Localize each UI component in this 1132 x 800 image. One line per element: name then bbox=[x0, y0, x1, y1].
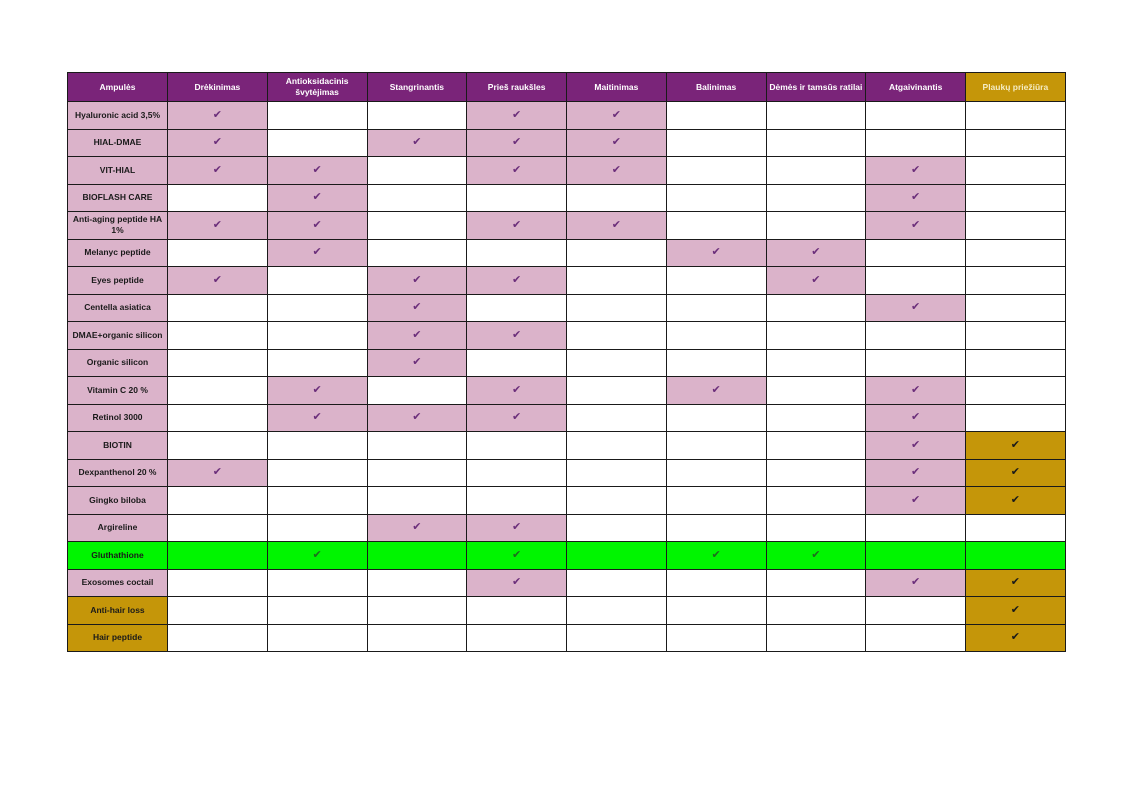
check-mark-icon: ✔ bbox=[911, 576, 921, 589]
matrix-cell bbox=[866, 487, 966, 515]
row-name-cell: Melanyc peptide bbox=[68, 239, 168, 267]
row-name-cell: Vitamin C 20 % bbox=[68, 377, 168, 405]
matrix-cell bbox=[866, 624, 966, 652]
matrix-cell bbox=[567, 294, 667, 322]
matrix-cell bbox=[168, 212, 268, 240]
row-name-cell: Eyes peptide bbox=[68, 267, 168, 295]
matrix-cell bbox=[666, 267, 766, 295]
row-name-cell: Anti-hair loss bbox=[68, 597, 168, 625]
matrix-cell bbox=[666, 377, 766, 405]
matrix-cell bbox=[467, 487, 567, 515]
header-cell-1: Drėkinimas bbox=[168, 73, 268, 102]
matrix-cell bbox=[567, 624, 667, 652]
check-mark-icon: ✔ bbox=[811, 273, 821, 286]
table-row bbox=[68, 212, 1066, 240]
matrix-cell bbox=[966, 569, 1066, 597]
check-mark-icon: ✔ bbox=[512, 218, 522, 231]
table-row bbox=[68, 542, 1066, 570]
matrix-cell bbox=[467, 624, 567, 652]
matrix-cell bbox=[766, 294, 866, 322]
matrix-cell bbox=[666, 514, 766, 542]
check-mark-icon: ✔ bbox=[412, 301, 422, 314]
matrix-cell bbox=[966, 404, 1066, 432]
matrix-cell bbox=[567, 212, 667, 240]
matrix-cell bbox=[267, 184, 367, 212]
row-name-cell: Exosomes coctail bbox=[68, 569, 168, 597]
matrix-cell bbox=[966, 514, 1066, 542]
matrix-cell bbox=[467, 569, 567, 597]
check-mark-icon: ✔ bbox=[412, 411, 422, 424]
matrix-cell bbox=[267, 459, 367, 487]
check-mark-icon: ✔ bbox=[811, 548, 821, 561]
matrix-cell bbox=[866, 322, 966, 350]
matrix-cell bbox=[966, 542, 1066, 570]
check-mark-icon: ✔ bbox=[911, 411, 921, 424]
matrix-cell bbox=[367, 102, 467, 130]
matrix-cell bbox=[168, 184, 268, 212]
matrix-cell bbox=[367, 157, 467, 185]
matrix-cell bbox=[866, 514, 966, 542]
check-mark-icon: ✔ bbox=[312, 191, 322, 204]
check-mark-icon: ✔ bbox=[811, 246, 821, 259]
matrix-cell bbox=[367, 184, 467, 212]
matrix-cell bbox=[666, 432, 766, 460]
matrix-cell bbox=[267, 349, 367, 377]
matrix-cell bbox=[467, 542, 567, 570]
table-row bbox=[68, 487, 1066, 515]
table-row bbox=[68, 239, 1066, 267]
matrix-cell bbox=[367, 597, 467, 625]
matrix-cell bbox=[467, 157, 567, 185]
matrix-cell bbox=[766, 487, 866, 515]
matrix-cell bbox=[966, 624, 1066, 652]
matrix-cell bbox=[567, 404, 667, 432]
matrix-cell bbox=[567, 432, 667, 460]
check-mark-icon: ✔ bbox=[611, 163, 621, 176]
table-row bbox=[68, 349, 1066, 377]
table-row bbox=[68, 404, 1066, 432]
matrix-cell bbox=[766, 184, 866, 212]
matrix-cell bbox=[168, 239, 268, 267]
matrix-cell bbox=[168, 129, 268, 157]
matrix-cell bbox=[168, 322, 268, 350]
matrix-cell bbox=[367, 404, 467, 432]
matrix-cell bbox=[168, 459, 268, 487]
matrix-cell bbox=[168, 102, 268, 130]
matrix-cell bbox=[866, 459, 966, 487]
header-cell-5: Maitinimas bbox=[567, 73, 667, 102]
matrix-cell bbox=[666, 212, 766, 240]
check-mark-icon: ✔ bbox=[911, 383, 921, 396]
check-mark-icon: ✔ bbox=[911, 301, 921, 314]
matrix-cell bbox=[467, 514, 567, 542]
matrix-cell bbox=[567, 459, 667, 487]
header-cell-6: Balinimas bbox=[666, 73, 766, 102]
row-name-cell: VIT-HIAL bbox=[68, 157, 168, 185]
row-name-cell: Argireline bbox=[68, 514, 168, 542]
row-name-cell: Hyaluronic acid 3,5% bbox=[68, 102, 168, 130]
matrix-cell bbox=[168, 267, 268, 295]
matrix-cell bbox=[168, 294, 268, 322]
check-mark-icon: ✔ bbox=[512, 163, 522, 176]
matrix-cell bbox=[567, 487, 667, 515]
check-mark-icon: ✔ bbox=[212, 136, 222, 149]
matrix-cell bbox=[666, 597, 766, 625]
matrix-cell bbox=[467, 239, 567, 267]
table-row bbox=[68, 157, 1066, 185]
matrix-cell bbox=[467, 432, 567, 460]
matrix-cell bbox=[367, 432, 467, 460]
header-cell-ampules: Ampulės bbox=[68, 73, 168, 102]
row-name-cell: BIOFLASH CARE bbox=[68, 184, 168, 212]
matrix-cell bbox=[866, 542, 966, 570]
matrix-cell bbox=[766, 377, 866, 405]
check-mark-icon: ✔ bbox=[512, 411, 522, 424]
matrix-cell bbox=[966, 239, 1066, 267]
matrix-cell bbox=[567, 514, 667, 542]
matrix-cell bbox=[367, 569, 467, 597]
matrix-cell bbox=[966, 322, 1066, 350]
check-mark-icon: ✔ bbox=[412, 356, 422, 369]
matrix-cell bbox=[966, 487, 1066, 515]
matrix-cell bbox=[666, 404, 766, 432]
header-cell-4: Prieš raukšles bbox=[467, 73, 567, 102]
check-mark-icon: ✔ bbox=[911, 466, 921, 479]
check-mark-icon: ✔ bbox=[911, 218, 921, 231]
check-mark-icon: ✔ bbox=[512, 328, 522, 341]
matrix-cell bbox=[966, 129, 1066, 157]
matrix-cell bbox=[467, 404, 567, 432]
row-name-cell: Anti-aging peptide HA 1% bbox=[68, 212, 168, 240]
matrix-cell bbox=[567, 267, 667, 295]
check-mark-icon: ✔ bbox=[312, 246, 322, 259]
matrix-cell bbox=[666, 294, 766, 322]
matrix-cell bbox=[966, 157, 1066, 185]
check-mark-icon: ✔ bbox=[1010, 576, 1020, 589]
check-mark-icon: ✔ bbox=[512, 136, 522, 149]
row-name-cell: DMAE+organic silicon bbox=[68, 322, 168, 350]
matrix-cell bbox=[567, 377, 667, 405]
table-row bbox=[68, 184, 1066, 212]
check-mark-icon: ✔ bbox=[312, 548, 322, 561]
matrix-cell bbox=[766, 267, 866, 295]
check-mark-icon: ✔ bbox=[1010, 493, 1020, 506]
check-mark-icon: ✔ bbox=[711, 548, 721, 561]
matrix-cell bbox=[666, 157, 766, 185]
matrix-cell bbox=[467, 184, 567, 212]
matrix-cell bbox=[467, 349, 567, 377]
matrix-cell bbox=[267, 239, 367, 267]
table-row bbox=[68, 322, 1066, 350]
matrix-cell bbox=[766, 514, 866, 542]
check-mark-icon: ✔ bbox=[412, 136, 422, 149]
matrix-cell bbox=[966, 267, 1066, 295]
matrix-cell bbox=[866, 432, 966, 460]
matrix-cell bbox=[367, 459, 467, 487]
matrix-cell bbox=[966, 294, 1066, 322]
matrix-cell bbox=[966, 597, 1066, 625]
check-mark-icon: ✔ bbox=[212, 466, 222, 479]
matrix-cell bbox=[467, 459, 567, 487]
matrix-cell bbox=[267, 569, 367, 597]
matrix-cell bbox=[467, 212, 567, 240]
matrix-cell bbox=[567, 322, 667, 350]
matrix-cell bbox=[766, 102, 866, 130]
table-row bbox=[68, 432, 1066, 460]
matrix-cell bbox=[966, 432, 1066, 460]
table-row bbox=[68, 459, 1066, 487]
matrix-cell bbox=[267, 212, 367, 240]
row-name-cell: Retinol 3000 bbox=[68, 404, 168, 432]
matrix-cell bbox=[866, 184, 966, 212]
check-mark-icon: ✔ bbox=[512, 383, 522, 396]
matrix-cell bbox=[866, 129, 966, 157]
matrix-cell bbox=[367, 514, 467, 542]
table-row bbox=[68, 129, 1066, 157]
matrix-cell bbox=[666, 239, 766, 267]
matrix-cell bbox=[866, 597, 966, 625]
matrix-cell bbox=[367, 377, 467, 405]
check-mark-icon: ✔ bbox=[911, 191, 921, 204]
matrix-cell bbox=[766, 212, 866, 240]
matrix-cell bbox=[866, 377, 966, 405]
check-mark-icon: ✔ bbox=[711, 383, 721, 396]
check-mark-icon: ✔ bbox=[911, 163, 921, 176]
matrix-cell bbox=[168, 514, 268, 542]
matrix-cell bbox=[666, 487, 766, 515]
row-name-cell: Gingko biloba bbox=[68, 487, 168, 515]
row-name-cell: Gluthathione bbox=[68, 542, 168, 570]
matrix-cell bbox=[866, 267, 966, 295]
check-mark-icon: ✔ bbox=[911, 438, 921, 451]
matrix-cell bbox=[267, 102, 367, 130]
matrix-cell bbox=[666, 569, 766, 597]
matrix-cell bbox=[168, 569, 268, 597]
matrix-cell bbox=[168, 624, 268, 652]
check-mark-icon: ✔ bbox=[412, 328, 422, 341]
table-row bbox=[68, 377, 1066, 405]
matrix-cell bbox=[766, 129, 866, 157]
matrix-cell bbox=[168, 349, 268, 377]
matrix-cell bbox=[766, 349, 866, 377]
table-row bbox=[68, 597, 1066, 625]
matrix-cell bbox=[567, 129, 667, 157]
check-mark-icon: ✔ bbox=[512, 273, 522, 286]
table-row bbox=[68, 102, 1066, 130]
matrix-cell bbox=[966, 377, 1066, 405]
matrix-cell bbox=[367, 542, 467, 570]
matrix-cell bbox=[267, 129, 367, 157]
check-mark-icon: ✔ bbox=[1010, 466, 1020, 479]
matrix-cell bbox=[966, 349, 1066, 377]
matrix-cell bbox=[367, 239, 467, 267]
matrix-cell bbox=[267, 322, 367, 350]
matrix-cell bbox=[666, 102, 766, 130]
matrix-cell bbox=[567, 157, 667, 185]
matrix-cell bbox=[168, 157, 268, 185]
matrix-cell bbox=[168, 404, 268, 432]
matrix-cell bbox=[467, 102, 567, 130]
table-body bbox=[68, 102, 1066, 652]
matrix-cell bbox=[567, 102, 667, 130]
matrix-cell bbox=[666, 624, 766, 652]
matrix-cell bbox=[367, 129, 467, 157]
check-mark-icon: ✔ bbox=[911, 493, 921, 506]
matrix-cell bbox=[367, 267, 467, 295]
matrix-cell bbox=[966, 184, 1066, 212]
matrix-cell bbox=[267, 542, 367, 570]
matrix-cell bbox=[367, 322, 467, 350]
table-row bbox=[68, 294, 1066, 322]
matrix-cell bbox=[267, 514, 367, 542]
header-row bbox=[68, 73, 1066, 102]
matrix-cell bbox=[567, 569, 667, 597]
matrix-cell bbox=[367, 487, 467, 515]
header-cell-2: Antioksidacinis švytėjimas bbox=[267, 73, 367, 102]
check-mark-icon: ✔ bbox=[212, 273, 222, 286]
matrix-cell bbox=[168, 542, 268, 570]
matrix-cell bbox=[866, 157, 966, 185]
matrix-cell bbox=[666, 129, 766, 157]
matrix-cell bbox=[267, 597, 367, 625]
table-row bbox=[68, 569, 1066, 597]
check-mark-icon: ✔ bbox=[711, 246, 721, 259]
check-mark-icon: ✔ bbox=[611, 218, 621, 231]
table-row bbox=[68, 624, 1066, 652]
matrix-cell bbox=[267, 157, 367, 185]
check-mark-icon: ✔ bbox=[512, 108, 522, 121]
check-mark-icon: ✔ bbox=[512, 576, 522, 589]
row-name-cell: BIOTIN bbox=[68, 432, 168, 460]
check-mark-icon: ✔ bbox=[1010, 438, 1020, 451]
check-mark-icon: ✔ bbox=[212, 218, 222, 231]
check-mark-icon: ✔ bbox=[212, 163, 222, 176]
matrix-cell bbox=[567, 349, 667, 377]
matrix-cell bbox=[766, 239, 866, 267]
matrix-cell bbox=[267, 624, 367, 652]
matrix-cell bbox=[267, 294, 367, 322]
matrix-cell bbox=[766, 322, 866, 350]
matrix-cell bbox=[766, 624, 866, 652]
check-mark-icon: ✔ bbox=[312, 383, 322, 396]
table-row bbox=[68, 514, 1066, 542]
header-cell-9: Plaukų priežiūra bbox=[966, 73, 1066, 102]
matrix-cell bbox=[866, 212, 966, 240]
matrix-cell bbox=[666, 459, 766, 487]
matrix-cell bbox=[168, 432, 268, 460]
matrix-cell bbox=[866, 569, 966, 597]
matrix-cell bbox=[567, 184, 667, 212]
matrix-cell bbox=[267, 377, 367, 405]
check-mark-icon: ✔ bbox=[412, 273, 422, 286]
matrix-cell bbox=[367, 349, 467, 377]
matrix-cell bbox=[666, 184, 766, 212]
check-mark-icon: ✔ bbox=[512, 521, 522, 534]
matrix-cell bbox=[966, 212, 1066, 240]
matrix-cell bbox=[467, 322, 567, 350]
matrix-cell bbox=[666, 322, 766, 350]
matrix-cell bbox=[567, 239, 667, 267]
matrix-cell bbox=[267, 404, 367, 432]
matrix-cell bbox=[766, 542, 866, 570]
row-name-cell: Hair peptide bbox=[68, 624, 168, 652]
row-name-cell: Centella asiatica bbox=[68, 294, 168, 322]
header-cell-7: Dėmės ir tamsūs ratilai bbox=[766, 73, 866, 102]
matrix-cell bbox=[467, 294, 567, 322]
matrix-cell bbox=[766, 459, 866, 487]
row-name-cell: HIAL-DMAE bbox=[68, 129, 168, 157]
matrix-cell bbox=[966, 459, 1066, 487]
matrix-cell bbox=[367, 624, 467, 652]
matrix-cell bbox=[766, 432, 866, 460]
check-mark-icon: ✔ bbox=[512, 548, 522, 561]
check-mark-icon: ✔ bbox=[611, 108, 621, 121]
matrix-cell bbox=[866, 294, 966, 322]
matrix-cell bbox=[766, 597, 866, 625]
matrix-cell bbox=[168, 377, 268, 405]
matrix-cell bbox=[766, 404, 866, 432]
check-mark-icon: ✔ bbox=[611, 136, 621, 149]
matrix-cell bbox=[168, 487, 268, 515]
matrix-cell bbox=[866, 102, 966, 130]
matrix-cell bbox=[866, 239, 966, 267]
matrix-cell bbox=[766, 569, 866, 597]
matrix-cell bbox=[567, 542, 667, 570]
matrix-cell bbox=[168, 597, 268, 625]
matrix-cell bbox=[766, 157, 866, 185]
row-name-cell: Organic silicon bbox=[68, 349, 168, 377]
header-cell-3: Stangrinantis bbox=[367, 73, 467, 102]
check-mark-icon: ✔ bbox=[312, 411, 322, 424]
matrix-cell bbox=[866, 349, 966, 377]
check-mark-icon: ✔ bbox=[312, 163, 322, 176]
check-mark-icon: ✔ bbox=[312, 218, 322, 231]
check-mark-icon: ✔ bbox=[212, 108, 222, 121]
matrix-cell bbox=[467, 597, 567, 625]
matrix-cell bbox=[467, 377, 567, 405]
header-cell-8: Atgaivinantis bbox=[866, 73, 966, 102]
matrix-cell bbox=[267, 267, 367, 295]
row-name-cell: Dexpanthenol 20 % bbox=[68, 459, 168, 487]
matrix-cell bbox=[467, 129, 567, 157]
matrix-cell bbox=[267, 487, 367, 515]
matrix-cell bbox=[267, 432, 367, 460]
check-mark-icon: ✔ bbox=[1010, 631, 1020, 644]
matrix-cell bbox=[666, 542, 766, 570]
matrix-cell bbox=[966, 102, 1066, 130]
matrix-cell bbox=[567, 597, 667, 625]
matrix-cell bbox=[666, 349, 766, 377]
matrix-cell bbox=[367, 212, 467, 240]
matrix-cell bbox=[866, 404, 966, 432]
ampoules-matrix-table bbox=[67, 72, 1066, 652]
check-mark-icon: ✔ bbox=[1010, 603, 1020, 616]
check-mark-icon: ✔ bbox=[412, 521, 422, 534]
matrix-cell bbox=[467, 267, 567, 295]
matrix-cell bbox=[367, 294, 467, 322]
table-row bbox=[68, 267, 1066, 295]
